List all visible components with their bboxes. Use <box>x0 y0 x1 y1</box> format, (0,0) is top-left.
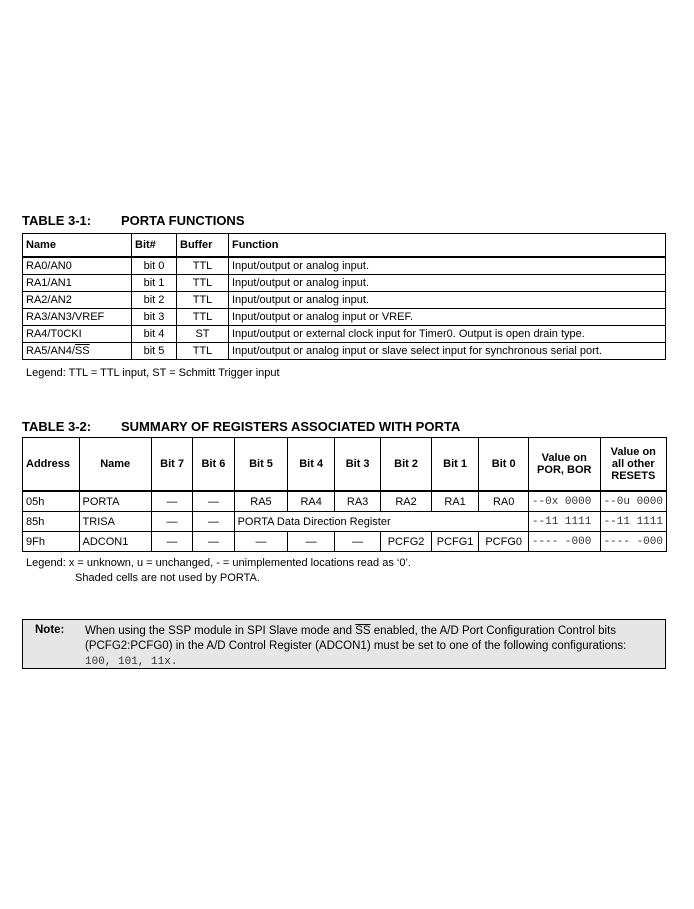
column-header: Bit 6 <box>193 438 234 492</box>
table-row <box>23 491 667 512</box>
bit-cell: — <box>288 532 334 552</box>
bit-cell: RA5 <box>234 491 288 512</box>
bit-cell: PCFG1 <box>431 532 479 552</box>
address-cell: 05h <box>23 491 80 512</box>
register-name-cell: PORTA <box>79 491 151 512</box>
table-header-row <box>23 234 666 258</box>
column-header: Address <box>23 438 80 492</box>
bit-cell: — <box>151 532 192 552</box>
column-header: Function <box>229 234 666 258</box>
reset-value-cell: --0u 0000 <box>600 491 666 512</box>
table-cell: RA1/AN1 <box>23 275 132 292</box>
table-row <box>23 309 666 326</box>
column-header: Value on all other RESETS <box>600 438 666 492</box>
register-name-cell: TRISA <box>79 512 151 532</box>
bit-cell: — <box>234 532 288 552</box>
column-header: Value on POR, BOR <box>528 438 600 492</box>
table2-body <box>23 491 667 552</box>
table-cell: Input/output or analog input. <box>229 257 666 275</box>
bit-cell: RA3 <box>334 491 380 512</box>
table-row <box>23 326 666 343</box>
bit-cell: PCFG0 <box>479 532 529 552</box>
table-row <box>23 257 666 275</box>
table-cell: Input/output or analog input. <box>229 275 666 292</box>
table1-legend: Legend: TTL = TTL input, ST = Schmitt Trigger input <box>26 367 280 379</box>
table-cell: $RA5/AN4/\overline{SS}$ <box>23 343 132 360</box>
table1-body <box>23 257 666 360</box>
bit-cell: — <box>151 512 192 532</box>
table-cell: bit 4 <box>132 326 177 343</box>
reset-value-cell: ---- -000 <box>600 532 666 552</box>
table-cell: Input/output or analog input or slave select input for synchronous serial port. <box>229 343 666 360</box>
bit-cell: PCFG2 <box>381 532 431 552</box>
note-body <box>85 624 663 670</box>
table-row <box>23 275 666 292</box>
bit-cell: RA4 <box>288 491 334 512</box>
table-row <box>23 343 666 360</box>
column-header: Bit# <box>132 234 177 258</box>
table2-title <box>22 419 460 434</box>
table-cell: TTL <box>177 292 229 309</box>
table-cell: TTL <box>177 343 229 360</box>
table-cell: bit 3 <box>132 309 177 326</box>
column-header: Bit 1 <box>431 438 479 492</box>
bit-cell: RA2 <box>381 491 431 512</box>
address-cell: 85h <box>23 512 80 532</box>
table-cell: TTL <box>177 275 229 292</box>
note-text: When using the SSP module in SPI Slave mode and $\overline{SS}$ enabled, the A/D Port Configuration Control bits (PCFG2:PCFG0) in the A/D Control Register (ADCON1) must be set to one of the following configurations: <box>85 625 627 652</box>
table-cell: Input/output or external clock input for Timer0. Output is open drain type. <box>229 326 666 343</box>
bit-cell: RA1 <box>431 491 479 512</box>
por-value-cell: --11 1111 <box>528 512 600 532</box>
table-row <box>23 512 667 532</box>
active-low-signal: $\overline{SS}$ <box>355 625 371 637</box>
table-cell: RA3/AN3/VREF <box>23 309 132 326</box>
bit-cell: — <box>193 532 234 552</box>
table-row <box>23 532 667 552</box>
table-row <box>23 292 666 309</box>
column-header: Name <box>23 234 132 258</box>
table-cell: bit 2 <box>132 292 177 309</box>
note-box <box>22 619 666 669</box>
register-name-cell: ADCON1 <box>79 532 151 552</box>
table-cell: ST <box>177 326 229 343</box>
table-cell: TTL <box>177 309 229 326</box>
column-header: Bit 7 <box>151 438 192 492</box>
table-cell: bit 5 <box>132 343 177 360</box>
table-header-row <box>23 438 667 492</box>
por-value-cell: --0x 0000 <box>528 491 600 512</box>
table-cell: RA0/AN0 <box>23 257 132 275</box>
table2-name: SUMMARY OF REGISTERS ASSOCIATED WITH PORTA <box>121 419 461 434</box>
column-header: Bit 2 <box>381 438 431 492</box>
address-cell: 9Fh <box>23 532 80 552</box>
bit-cell: — <box>151 491 192 512</box>
bit-cell: — <box>193 512 234 532</box>
description-cell: PORTA Data Direction Register <box>234 512 528 532</box>
bit-cell: — <box>334 532 380 552</box>
table1-number: TABLE 3-1: <box>22 213 92 228</box>
table-cell: RA2/AN2 <box>23 292 132 309</box>
column-header: Bit 3 <box>334 438 380 492</box>
note-label: Note: <box>35 624 65 636</box>
table-cell: bit 0 <box>132 257 177 275</box>
active-low-signal: $\overline{SS}$ <box>74 345 90 357</box>
table1-title <box>22 213 245 228</box>
column-header: Buffer <box>177 234 229 258</box>
table-cell: RA4/T0CKI <box>23 326 132 343</box>
table2-legend-line2: Shaded cells are not used by PORTA. <box>75 572 260 584</box>
bit-cell: — <box>193 491 234 512</box>
note-code: 100, 101, 11x. <box>85 656 178 668</box>
porta-functions-table <box>22 233 666 360</box>
table-cell: Input/output or analog input. <box>229 292 666 309</box>
reset-value-cell: --11 1111 <box>600 512 666 532</box>
por-value-cell: ---- -000 <box>528 532 600 552</box>
bit-cell: RA0 <box>479 491 529 512</box>
column-header: Name <box>79 438 151 492</box>
column-header: Bit 0 <box>479 438 529 492</box>
table-cell: Input/output or analog input or VREF. <box>229 309 666 326</box>
column-header: Bit 4 <box>288 438 334 492</box>
column-header: Bit 5 <box>234 438 288 492</box>
table-cell: TTL <box>177 257 229 275</box>
table1-name: PORTA FUNCTIONS <box>121 213 245 228</box>
porta-registers-table <box>22 437 667 552</box>
table2-number: TABLE 3-2: <box>22 419 92 434</box>
table2-legend-line1: Legend: x = unknown, u = unchanged, - = unimplemented locations read as ‘0’. <box>26 557 411 569</box>
table-cell: bit 1 <box>132 275 177 292</box>
